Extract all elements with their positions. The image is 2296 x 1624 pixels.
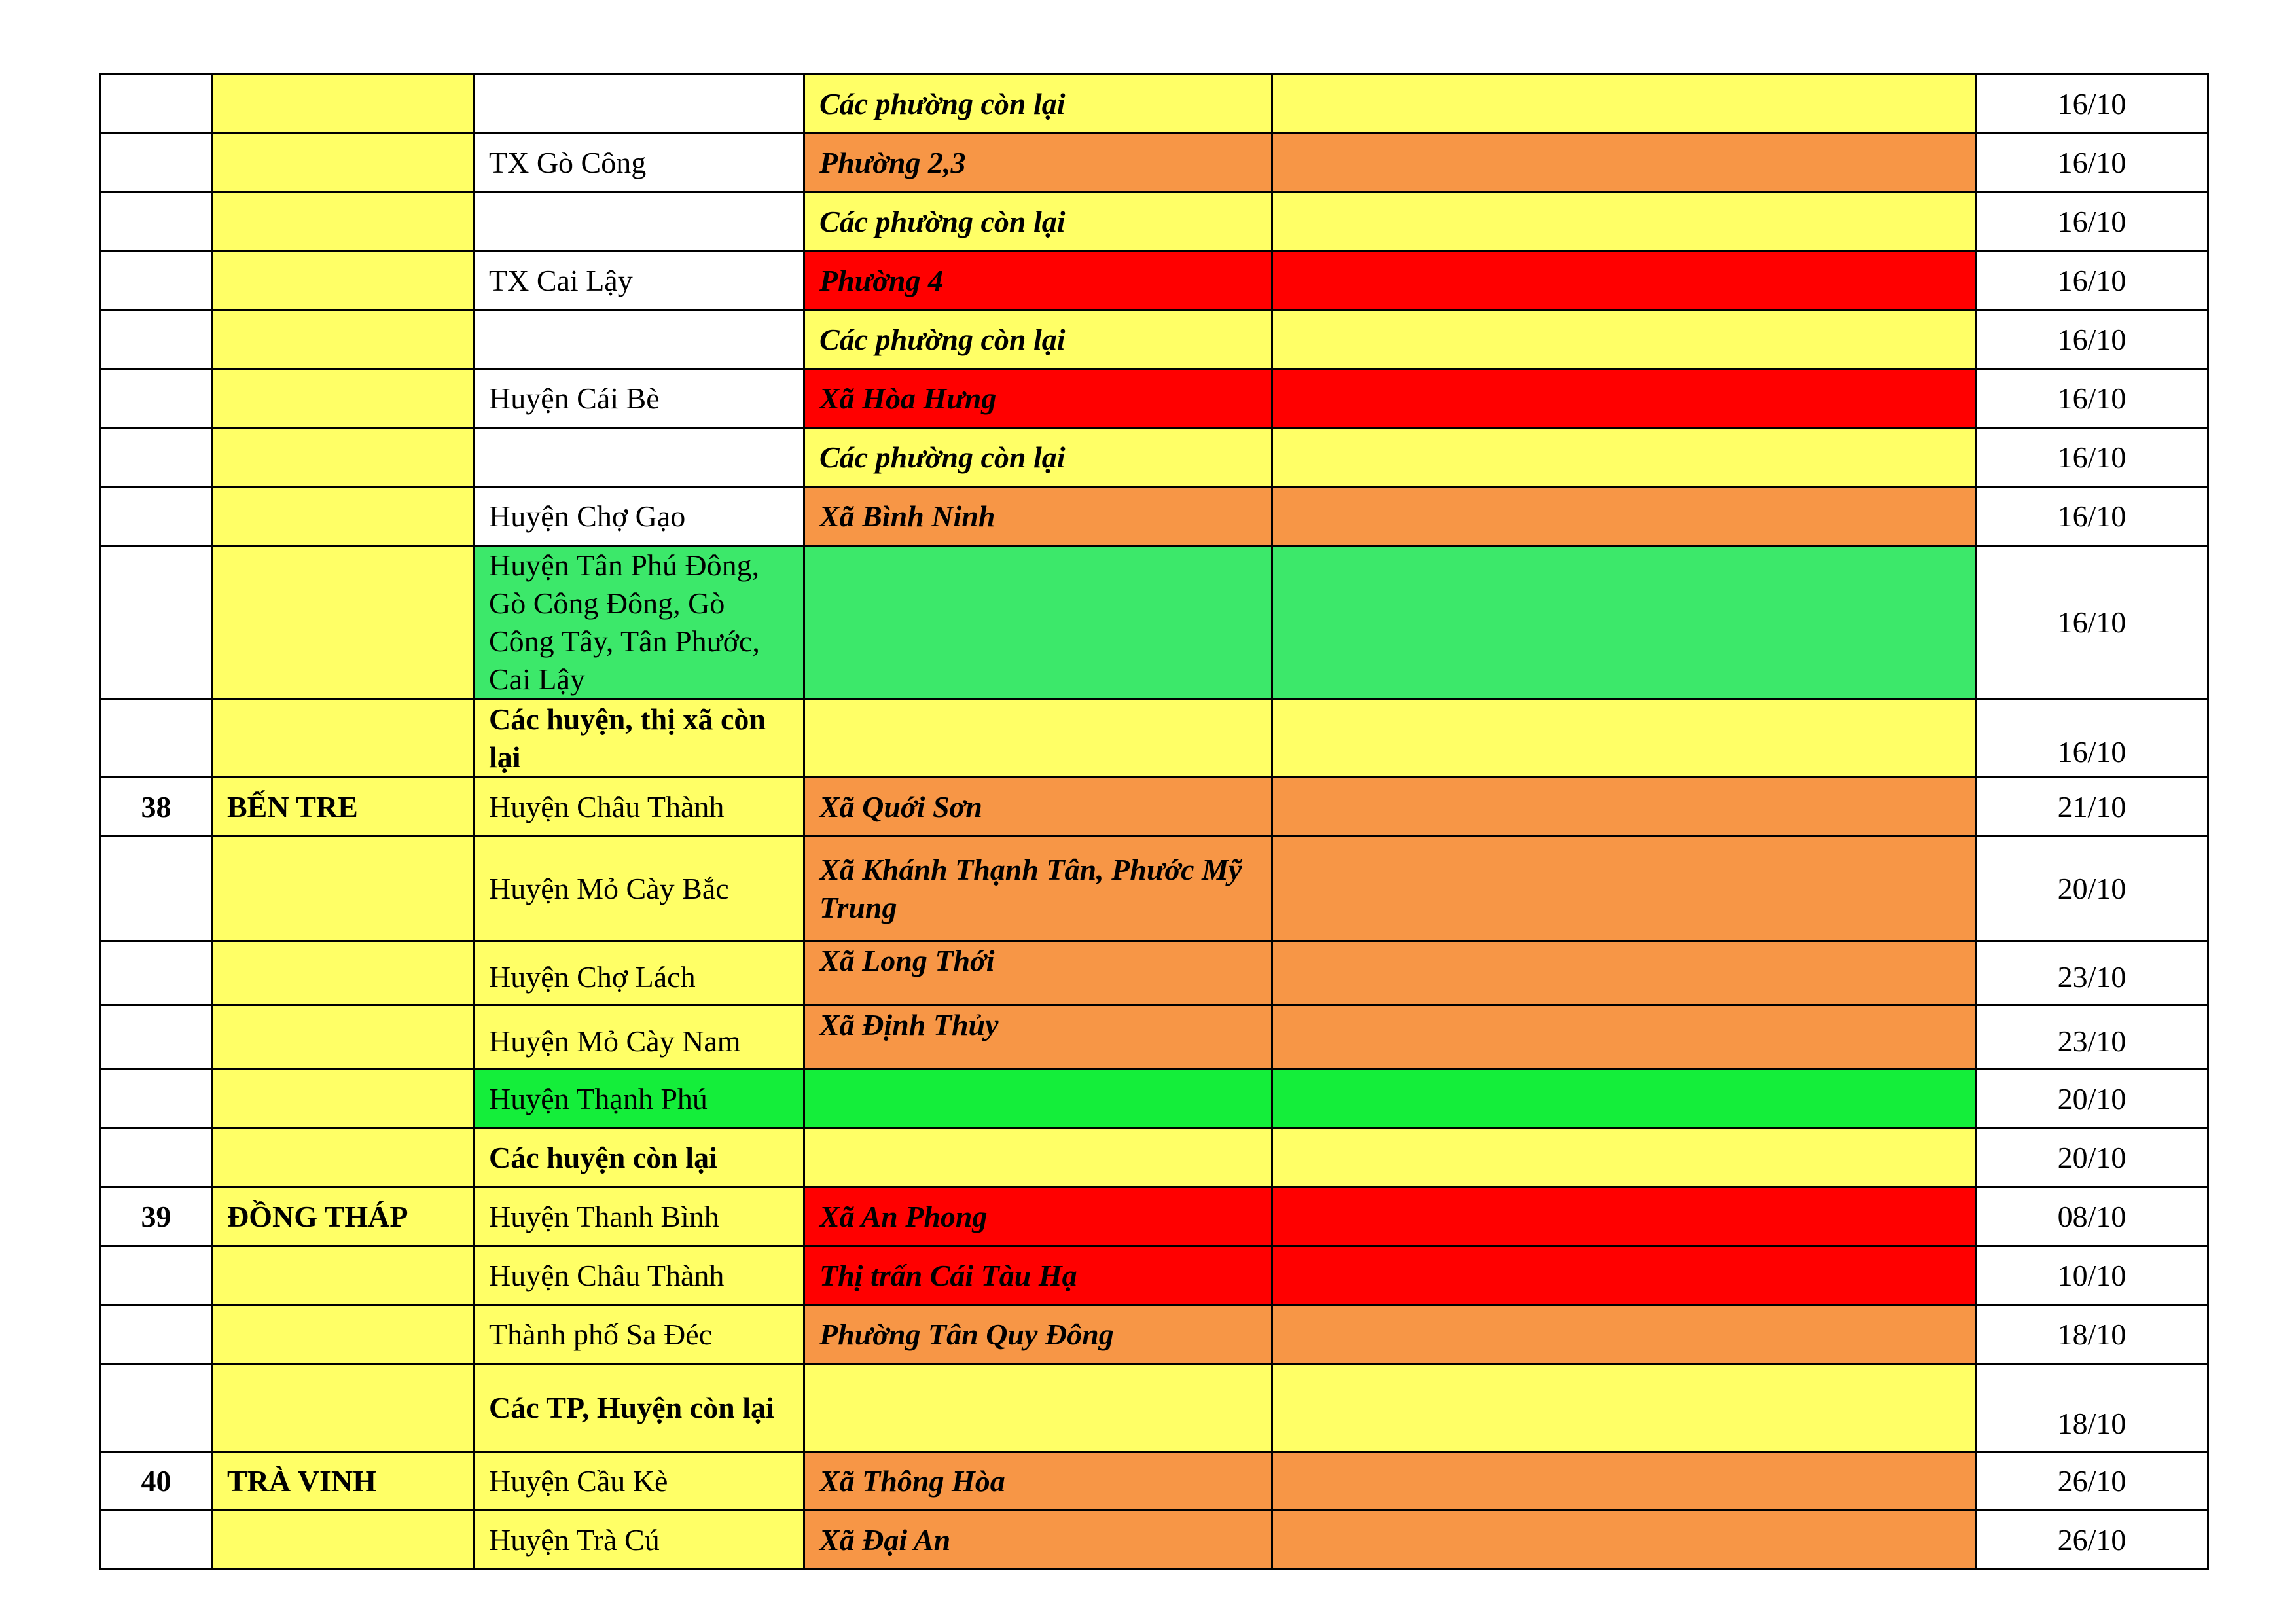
province-cell: [212, 1005, 474, 1070]
area-cell: Xã Hòa Hưng: [804, 369, 1272, 428]
level-cell: [1272, 428, 1976, 487]
table-row: [101, 1070, 2208, 1128]
area-cell: Các phường còn lại: [804, 192, 1272, 251]
stt-cell: [101, 1005, 212, 1070]
province-cell: BẾN TRE: [212, 778, 474, 837]
province-cell: [212, 75, 474, 134]
area-cell: [804, 1364, 1272, 1452]
district-cell: Huyện Cái Bè: [474, 369, 804, 428]
table-row: [101, 1452, 2208, 1511]
level-cell: [1272, 1128, 1976, 1187]
province-cell: [212, 310, 474, 369]
province-cell: [212, 941, 474, 1005]
risk-level-table: [99, 73, 2209, 1570]
table-row: [101, 1511, 2208, 1570]
table-row: [101, 1005, 2208, 1070]
area-cell: [804, 546, 1272, 700]
stt-cell: [101, 428, 212, 487]
area-cell: Các phường còn lại: [804, 75, 1272, 134]
district-cell: Huyện Mỏ Cày Bắc: [474, 837, 804, 941]
date-cell: 16/10: [1976, 546, 2208, 700]
province-cell: [212, 487, 474, 546]
date-cell: 08/10: [1976, 1187, 2208, 1246]
area-cell: [804, 1128, 1272, 1187]
level-cell: [1272, 1246, 1976, 1305]
date-cell: 16/10: [1976, 487, 2208, 546]
table-row: [101, 700, 2208, 778]
area-cell: Thị trấn Cái Tàu Hạ: [804, 1246, 1272, 1305]
stt-cell: [101, 1128, 212, 1187]
area-cell: Phường Tân Quy Đông: [804, 1305, 1272, 1364]
level-cell: [1272, 134, 1976, 192]
district-cell: Các huyện còn lại: [474, 1128, 804, 1187]
table-row: [101, 546, 2208, 700]
table-row: [101, 251, 2208, 310]
province-cell: [212, 700, 474, 778]
stt-cell: 39: [101, 1187, 212, 1246]
district-cell: Huyện Châu Thành: [474, 1246, 804, 1305]
date-cell: 16/10: [1976, 369, 2208, 428]
level-cell: [1272, 546, 1976, 700]
date-cell: 20/10: [1976, 1070, 2208, 1128]
date-cell: 20/10: [1976, 1128, 2208, 1187]
table-row: [101, 778, 2208, 837]
table-row: [101, 1305, 2208, 1364]
district-cell: Huyện Thạnh Phú: [474, 1070, 804, 1128]
table-row: [101, 1187, 2208, 1246]
table-row: [101, 310, 2208, 369]
area-cell: [804, 1070, 1272, 1128]
province-cell: TRÀ VINH: [212, 1452, 474, 1511]
area-cell: [804, 700, 1272, 778]
area-cell: Xã Thông Hòa: [804, 1452, 1272, 1511]
area-cell: Xã Quới Sơn: [804, 778, 1272, 837]
stt-cell: [101, 369, 212, 428]
table-row: [101, 1364, 2208, 1452]
stt-cell: [101, 310, 212, 369]
table-row: [101, 134, 2208, 192]
date-cell: 16/10: [1976, 700, 2208, 778]
province-cell: [212, 251, 474, 310]
date-cell: 20/10: [1976, 837, 2208, 941]
district-cell: [474, 75, 804, 134]
province-cell: [212, 1128, 474, 1187]
table-row: [101, 369, 2208, 428]
province-cell: [212, 1070, 474, 1128]
province-cell: [212, 1364, 474, 1452]
stt-cell: [101, 1364, 212, 1452]
province-cell: [212, 1511, 474, 1570]
level-cell: [1272, 700, 1976, 778]
level-cell: [1272, 192, 1976, 251]
date-cell: 16/10: [1976, 192, 2208, 251]
district-cell: [474, 428, 804, 487]
area-cell: Các phường còn lại: [804, 428, 1272, 487]
table-row: [101, 837, 2208, 941]
level-cell: [1272, 75, 1976, 134]
area-cell: Các phường còn lại: [804, 310, 1272, 369]
table-row: [101, 487, 2208, 546]
province-cell: ĐỒNG THÁP: [212, 1187, 474, 1246]
district-cell: Các huyện, thị xã còn lại: [474, 700, 804, 778]
level-cell: [1272, 778, 1976, 837]
province-cell: [212, 1305, 474, 1364]
table-row: [101, 75, 2208, 134]
level-cell: [1272, 1005, 1976, 1070]
stt-cell: [101, 75, 212, 134]
date-cell: 16/10: [1976, 251, 2208, 310]
province-cell: [212, 192, 474, 251]
date-cell: 16/10: [1976, 134, 2208, 192]
district-cell: Huyện Thanh Bình: [474, 1187, 804, 1246]
area-cell: Xã Long Thới: [804, 941, 1272, 1005]
table-row: [101, 1246, 2208, 1305]
level-cell: [1272, 1511, 1976, 1570]
stt-cell: [101, 700, 212, 778]
level-cell: [1272, 310, 1976, 369]
district-cell: Huyện Cầu Kè: [474, 1452, 804, 1511]
stt-cell: [101, 546, 212, 700]
date-cell: 23/10: [1976, 1005, 2208, 1070]
district-cell: Huyện Châu Thành: [474, 778, 804, 837]
level-cell: [1272, 1187, 1976, 1246]
province-cell: [212, 837, 474, 941]
area-cell: Xã Đại An: [804, 1511, 1272, 1570]
level-cell: [1272, 1070, 1976, 1128]
table-body: [101, 75, 2208, 1570]
area-cell: Phường 2,3: [804, 134, 1272, 192]
province-cell: [212, 1246, 474, 1305]
stt-cell: [101, 941, 212, 1005]
district-cell: Huyện Chợ Lách: [474, 941, 804, 1005]
stt-cell: [101, 251, 212, 310]
area-cell: Phường 4: [804, 251, 1272, 310]
date-cell: 18/10: [1976, 1305, 2208, 1364]
district-cell: [474, 192, 804, 251]
district-cell: Thành phố Sa Đéc: [474, 1305, 804, 1364]
stt-cell: [101, 487, 212, 546]
province-cell: [212, 546, 474, 700]
province-cell: [212, 369, 474, 428]
date-cell: 21/10: [1976, 778, 2208, 837]
date-cell: 23/10: [1976, 941, 2208, 1005]
province-cell: [212, 428, 474, 487]
level-cell: [1272, 487, 1976, 546]
district-cell: Huyện Tân Phú Đông, Gò Công Đông, Gò Công Tây, Tân Phước, Cai Lậy: [474, 546, 804, 700]
stt-cell: 38: [101, 778, 212, 837]
area-cell: Xã Khánh Thạnh Tân, Phước Mỹ Trung: [804, 837, 1272, 941]
stt-cell: [101, 134, 212, 192]
area-cell: Xã Định Thủy: [804, 1005, 1272, 1070]
level-cell: [1272, 837, 1976, 941]
stt-cell: [101, 1305, 212, 1364]
district-cell: Huyện Chợ Gạo: [474, 487, 804, 546]
district-cell: Huyện Trà Cú: [474, 1511, 804, 1570]
date-cell: 10/10: [1976, 1246, 2208, 1305]
stt-cell: [101, 1246, 212, 1305]
level-cell: [1272, 1305, 1976, 1364]
stt-cell: [101, 192, 212, 251]
level-cell: [1272, 941, 1976, 1005]
date-cell: 18/10: [1976, 1364, 2208, 1452]
date-cell: 16/10: [1976, 428, 2208, 487]
stt-cell: 40: [101, 1452, 212, 1511]
table-row: [101, 941, 2208, 1005]
date-cell: 16/10: [1976, 75, 2208, 134]
stt-cell: [101, 1511, 212, 1570]
province-cell: [212, 134, 474, 192]
table-row: [101, 1128, 2208, 1187]
level-cell: [1272, 251, 1976, 310]
date-cell: 26/10: [1976, 1511, 2208, 1570]
level-cell: [1272, 1452, 1976, 1511]
date-cell: 16/10: [1976, 310, 2208, 369]
district-cell: [474, 310, 804, 369]
district-cell: TX Gò Công: [474, 134, 804, 192]
stt-cell: [101, 837, 212, 941]
date-cell: 26/10: [1976, 1452, 2208, 1511]
stt-cell: [101, 1070, 212, 1128]
level-cell: [1272, 1364, 1976, 1452]
table-row: [101, 428, 2208, 487]
table-row: [101, 192, 2208, 251]
area-cell: Xã Bình Ninh: [804, 487, 1272, 546]
district-cell: TX Cai Lậy: [474, 251, 804, 310]
level-cell: [1272, 369, 1976, 428]
district-cell: Các TP, Huyện còn lại: [474, 1364, 804, 1452]
area-cell: Xã An Phong: [804, 1187, 1272, 1246]
district-cell: Huyện Mỏ Cày Nam: [474, 1005, 804, 1070]
